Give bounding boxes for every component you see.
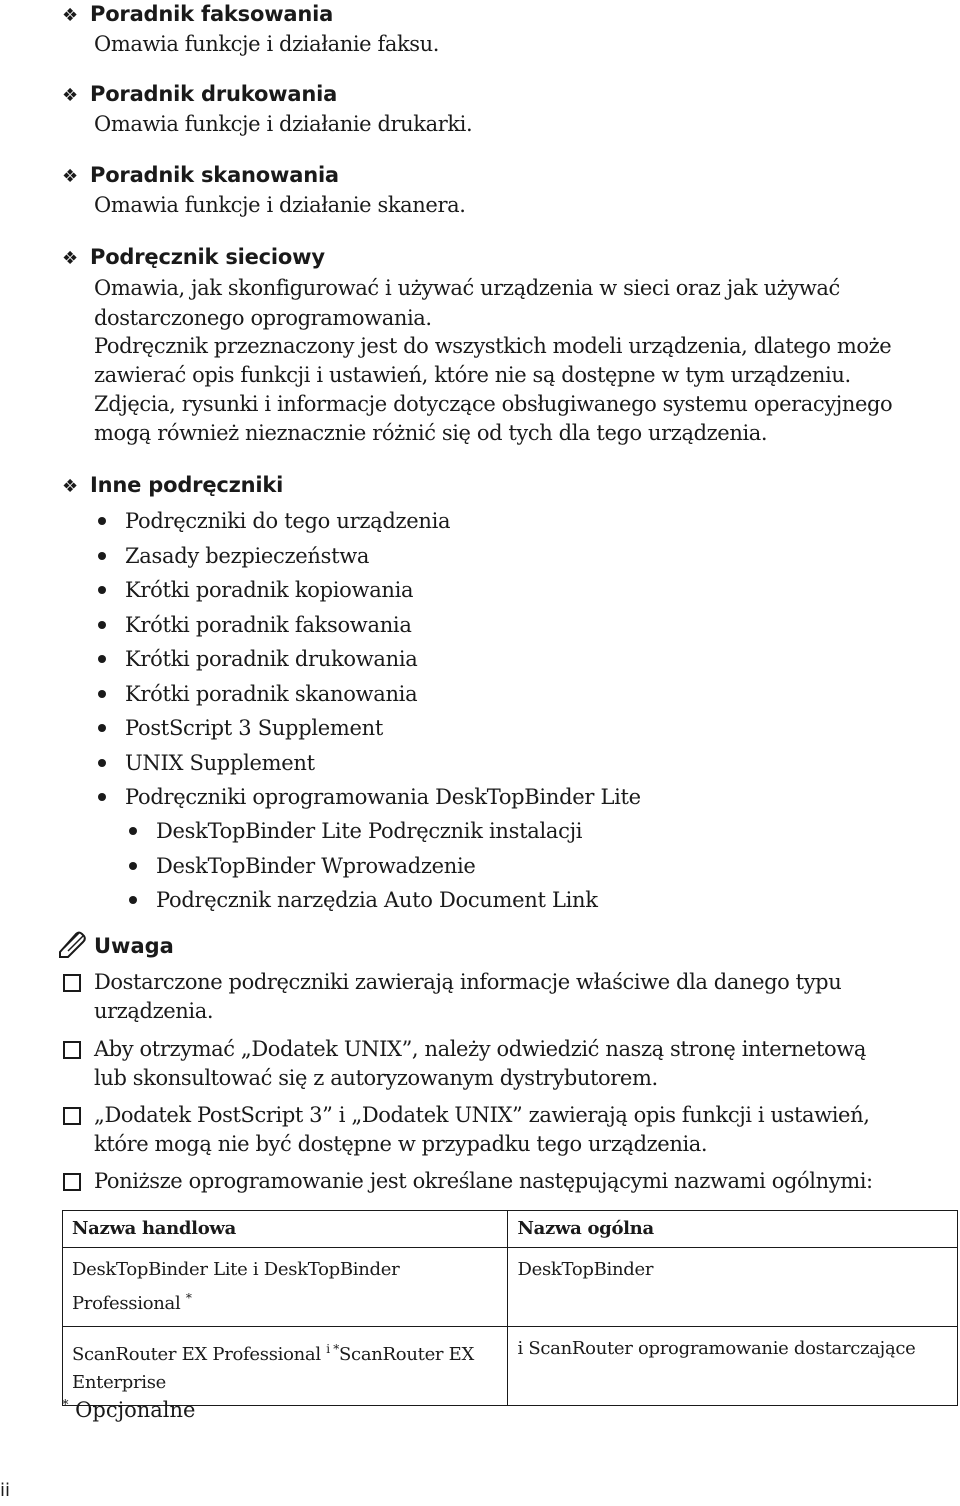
table-header-row: [63, 1211, 958, 1248]
note-item: Dostarczone podręczniki zawierają informacje właściwe dla danego typu: [94, 968, 841, 997]
section-heading: ❖ Poradnik faksowania: [62, 1, 333, 29]
note-item-continued: lub skonsultować się z autoryzowanym dystrybutorem.: [94, 1066, 658, 1090]
section-text: Omawia funkcje i działanie faksu.: [94, 32, 440, 56]
bullet-dot-icon: [98, 586, 106, 594]
table-cell: DeskTopBinder Lite i DeskTopBinder Professional *: [63, 1248, 508, 1327]
section-text: dostarczonego oprogramowania.: [94, 306, 432, 330]
section-text: Omawia funkcje i działanie drukarki.: [94, 112, 473, 136]
note-item: „Dodatek PostScript 3” i „Dodatek UNIX” zawierają opis funkcji i ustawień,: [94, 1101, 869, 1130]
list-item: Krótki poradnik kopiowania: [125, 576, 413, 605]
asterisk-mark: *: [185, 1291, 192, 1305]
section-text: Omawia, jak skonfigurować i używać urządzenia w sieci oraz jak używać: [94, 276, 840, 300]
note-item-continued: które mogą nie być dostępne w przypadku tego urządzenia.: [94, 1132, 708, 1156]
section-text: Omawia funkcje i działanie skanera.: [94, 193, 466, 217]
bullet-dot-icon: [98, 724, 106, 732]
bullet-dot-icon: [98, 621, 106, 629]
table-cell: i ScanRouter oprogramowanie dostarczające: [508, 1327, 958, 1406]
sub-list-item: DeskTopBinder Wprowadzenie: [156, 852, 476, 881]
table-row: [63, 1327, 958, 1406]
footnote-mark: i *: [326, 1342, 340, 1356]
list-item: Krótki poradnik drukowania: [125, 645, 418, 674]
pencil-note-icon: [58, 930, 92, 958]
section-heading: ❖ Podręcznik sieciowy: [62, 244, 325, 272]
diamond-bullet-icon: ❖: [62, 166, 78, 187]
diamond-bullet-icon: ❖: [62, 476, 78, 497]
diamond-bullet-icon: ❖: [62, 248, 78, 269]
note-item: Aby otrzymać „Dodatek UNIX”, należy odwiedzić naszą stronę internetową: [94, 1035, 866, 1064]
bullet-dot-icon: [129, 862, 137, 870]
list-item: Zasady bezpieczeństwa: [125, 542, 369, 571]
diamond-bullet-icon: ❖: [62, 85, 78, 106]
footnote: * Opcjonalne: [62, 1398, 196, 1422]
diamond-bullet-icon: ❖: [62, 5, 78, 26]
bullet-dot-icon: [98, 759, 106, 767]
note-item-continued: urządzenia.: [94, 999, 214, 1023]
section-text: Podręcznik przeznaczony jest do wszystkich modeli urządzenia, dlatego może: [94, 334, 892, 358]
checkbox-square-icon: [63, 974, 81, 992]
checkbox-square-icon: [63, 1041, 81, 1059]
names-table: [62, 1210, 958, 1406]
section-text: zawierać opis funkcji i ustawień, które nie są dostępne w tym urządzeniu.: [94, 363, 851, 387]
section-heading: ❖ Poradnik skanowania: [62, 162, 339, 190]
section-heading: ❖ Inne podręczniki: [62, 472, 283, 500]
table-header-cell: Nazwa ogólna: [508, 1211, 958, 1248]
bullet-dot-icon: [98, 517, 106, 525]
table-cell: ScanRouter EX Professional $^{i *}$ScanRouter EX Enterprise: [63, 1327, 508, 1406]
bullet-dot-icon: [98, 793, 106, 801]
section-text: mogą również nieznacznie różnić się od tych dla tego urządzenia.: [94, 421, 768, 445]
checkbox-square-icon: [63, 1173, 81, 1191]
list-item: Podręczniki do tego urządzenia: [125, 507, 450, 536]
list-item: PostScript 3 Supplement: [125, 714, 383, 743]
page-number: ii: [0, 1480, 11, 1501]
bullet-dot-icon: [98, 552, 106, 560]
table-cell: DeskTopBinder: [508, 1248, 958, 1327]
bullet-dot-icon: [129, 827, 137, 835]
sub-list-item: DeskTopBinder Lite Podręcznik instalacji: [156, 817, 582, 846]
bullet-dot-icon: [98, 690, 106, 698]
table-header-cell: Nazwa handlowa: [63, 1211, 508, 1248]
list-item: Podręczniki oprogramowania DeskTopBinder Lite: [125, 783, 641, 812]
bullet-dot-icon: [98, 655, 106, 663]
bullet-dot-icon: [129, 896, 137, 904]
checkbox-square-icon: [63, 1107, 81, 1125]
list-item: UNIX Supplement: [125, 749, 315, 778]
list-item: Krótki poradnik faksowania: [125, 611, 412, 640]
sub-list-item: Podręcznik narzędzia Auto Document Link: [156, 886, 598, 915]
note-item: Poniższe oprogramowanie jest określane następującymi nazwami ogólnymi:: [94, 1167, 873, 1196]
section-heading: ❖ Poradnik drukowania: [62, 81, 337, 109]
section-text: Zdjęcia, rysunki i informacje dotyczące obsługiwanego systemu operacyjnego: [94, 392, 893, 416]
table-row: [63, 1248, 958, 1327]
list-item: Krótki poradnik skanowania: [125, 680, 417, 709]
